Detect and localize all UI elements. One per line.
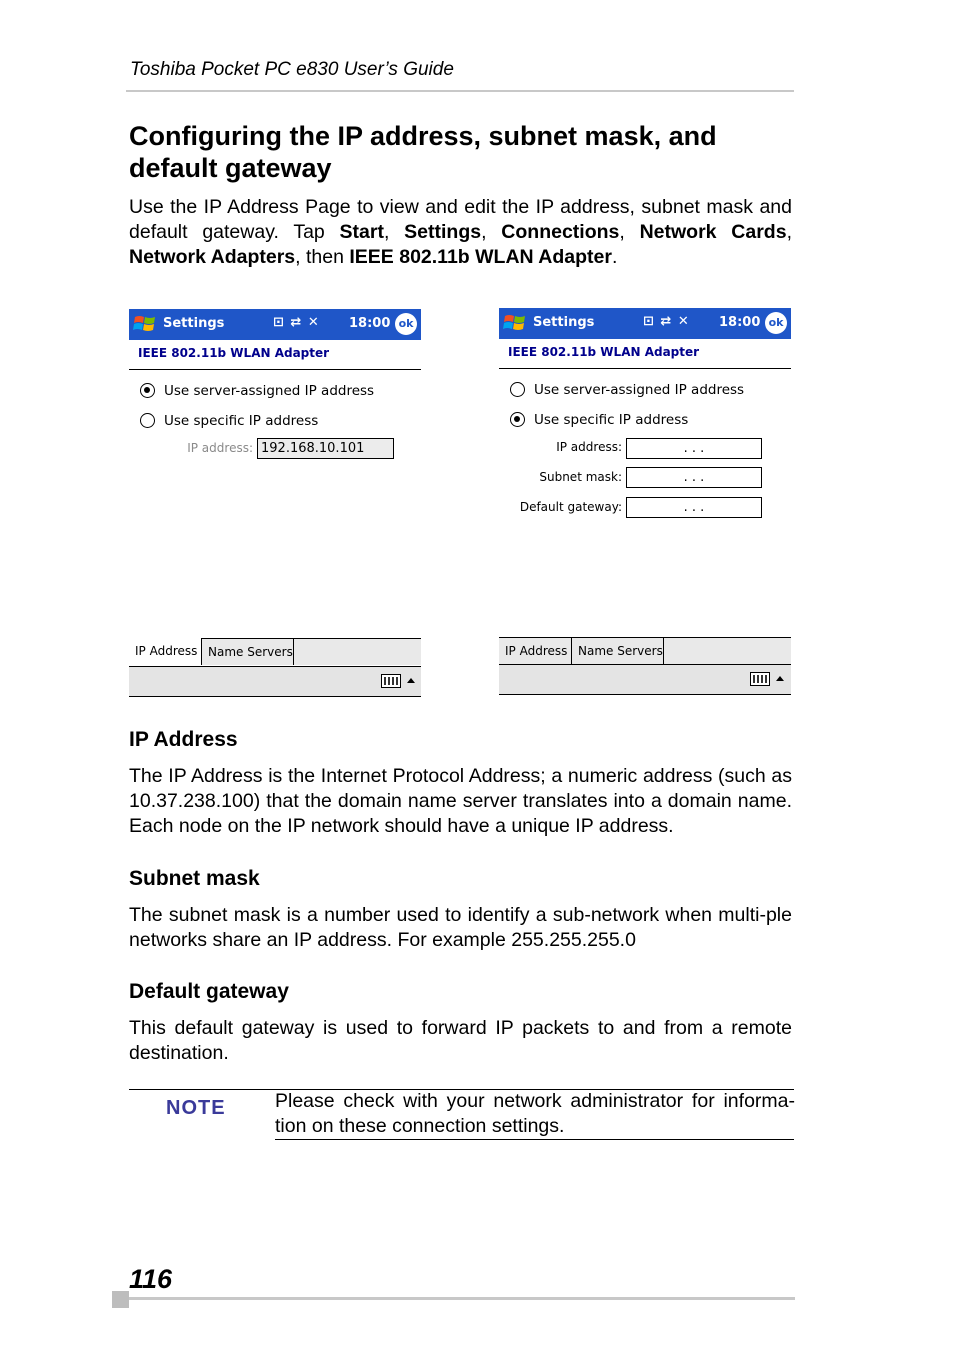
note-label: NOTE <box>166 1097 226 1119</box>
intro-paragraph: Use the IP Address Page to view and edit the IP address, subnet mask and default gateway. Tap Start, Settings, Connections, Network Cards, Network Adapters, then IEEE 802.11b WLAN Adapter. <box>129 196 792 268</box>
ip-address-heading: IP Address <box>129 728 238 751</box>
title-bar <box>129 309 421 340</box>
radio-specific-ip-label[interactable]: Use specific IP address <box>534 412 689 428</box>
radio-specific-ip[interactable] <box>140 413 155 428</box>
screen-title: Settings <box>533 315 595 330</box>
bold-network-adapters: Network Adapters <box>129 246 296 268</box>
tab-ip-address[interactable]: IP Address <box>499 637 572 664</box>
running-header: Toshiba Pocket PC e830 User’s Guide <box>130 59 454 80</box>
bold-network-cards: Network Cards <box>639 221 787 243</box>
bold-start: Start <box>339 221 384 243</box>
ok-button[interactable]: ok <box>765 312 787 334</box>
screen-title: Settings <box>163 316 225 331</box>
radio-server-assigned[interactable] <box>140 383 155 398</box>
ip-address-field[interactable]: 192.168.10.101 <box>257 438 394 459</box>
subnet-mask-text: The subnet mask is a number used to identify a sub-network when multi-ple networks share an IP address. For example 255.255.255.0 <box>129 904 792 951</box>
clock: 18:00 <box>349 316 391 331</box>
bold-connections: Connections <box>501 221 620 243</box>
ok-button[interactable]: ok <box>395 313 417 335</box>
adapter-title: IEEE 802.11b WLAN Adapter <box>138 346 330 360</box>
tab-name-servers[interactable]: Name Servers <box>202 638 294 665</box>
clock: 18:00 <box>719 315 761 330</box>
ip-address-field[interactable]: . . . <box>626 438 762 459</box>
default-gateway-heading: Default gateway <box>129 980 289 1003</box>
status-icons[interactable]: ⊡ ⇄ ✕ <box>643 314 690 329</box>
radio-server-assigned-label[interactable]: Use server-assigned IP address <box>534 382 745 398</box>
status-icons[interactable]: ⊡ ⇄ ✕ <box>273 315 320 330</box>
adapter-title: IEEE 802.11b WLAN Adapter <box>508 345 700 359</box>
keyboard-icon[interactable] <box>381 674 401 688</box>
footer-rule <box>129 1297 795 1300</box>
screenshot-specific-ip <box>499 308 791 696</box>
keyboard-icon[interactable] <box>750 672 770 686</box>
default-gateway-text: This default gateway is used to forward IP packets to and from a remote destination. <box>129 1017 792 1064</box>
tab-name-servers[interactable]: Name Servers <box>572 637 664 664</box>
ip-address-label: IP address: <box>556 440 622 454</box>
header-rule <box>126 90 794 92</box>
divider <box>499 368 791 369</box>
menu-bar <box>129 666 421 697</box>
default-gateway-label: Default gateway: <box>519 500 622 514</box>
bold-settings: Settings <box>404 221 482 243</box>
radio-server-assigned-label[interactable]: Use server-assigned IP address <box>164 383 375 399</box>
bold-wlan-adapter: IEEE 802.11b WLAN Adapter <box>349 246 612 268</box>
ip-address-text: The IP Address is the Internet Protocol Address; a numeric address (such as 10.37.238.100) that the domain name server translates into a domain name. Each node on the IP network should have a unique IP address. <box>129 765 792 837</box>
windows-start-icon[interactable] <box>502 311 528 335</box>
input-menu-arrow-icon[interactable] <box>407 678 415 683</box>
tab-strip-filler <box>664 637 791 664</box>
radio-specific-ip[interactable] <box>510 412 525 427</box>
tab-ip-address[interactable]: IP Address <box>129 638 202 665</box>
subnet-mask-field[interactable]: . . . <box>626 467 762 488</box>
footer-marker <box>112 1291 129 1308</box>
tab-strip-filler <box>294 638 421 665</box>
ip-address-label: IP address: <box>187 441 253 455</box>
note-bottom-rule <box>275 1139 794 1140</box>
title-bar <box>499 308 791 339</box>
input-menu-arrow-icon[interactable] <box>776 676 784 681</box>
page-number: 116 <box>129 1264 173 1294</box>
section-title: Configuring the IP address, subnet mask, and default gateway <box>129 121 717 183</box>
screenshot-server-assigned <box>129 309 421 697</box>
radio-specific-ip-label[interactable]: Use specific IP address <box>164 413 319 429</box>
tab-strip <box>499 637 791 664</box>
windows-start-icon[interactable] <box>132 312 158 336</box>
tab-strip <box>129 638 421 665</box>
subnet-mask-label: Subnet mask: <box>539 470 622 484</box>
default-gateway-field[interactable]: . . . <box>626 497 762 518</box>
radio-server-assigned[interactable] <box>510 382 525 397</box>
divider <box>129 369 421 370</box>
menu-bar <box>499 664 791 695</box>
subnet-mask-heading: Subnet mask <box>129 867 260 890</box>
note-text: Please check with your network administrator for informa-tion on these connection settings. <box>275 1090 795 1137</box>
